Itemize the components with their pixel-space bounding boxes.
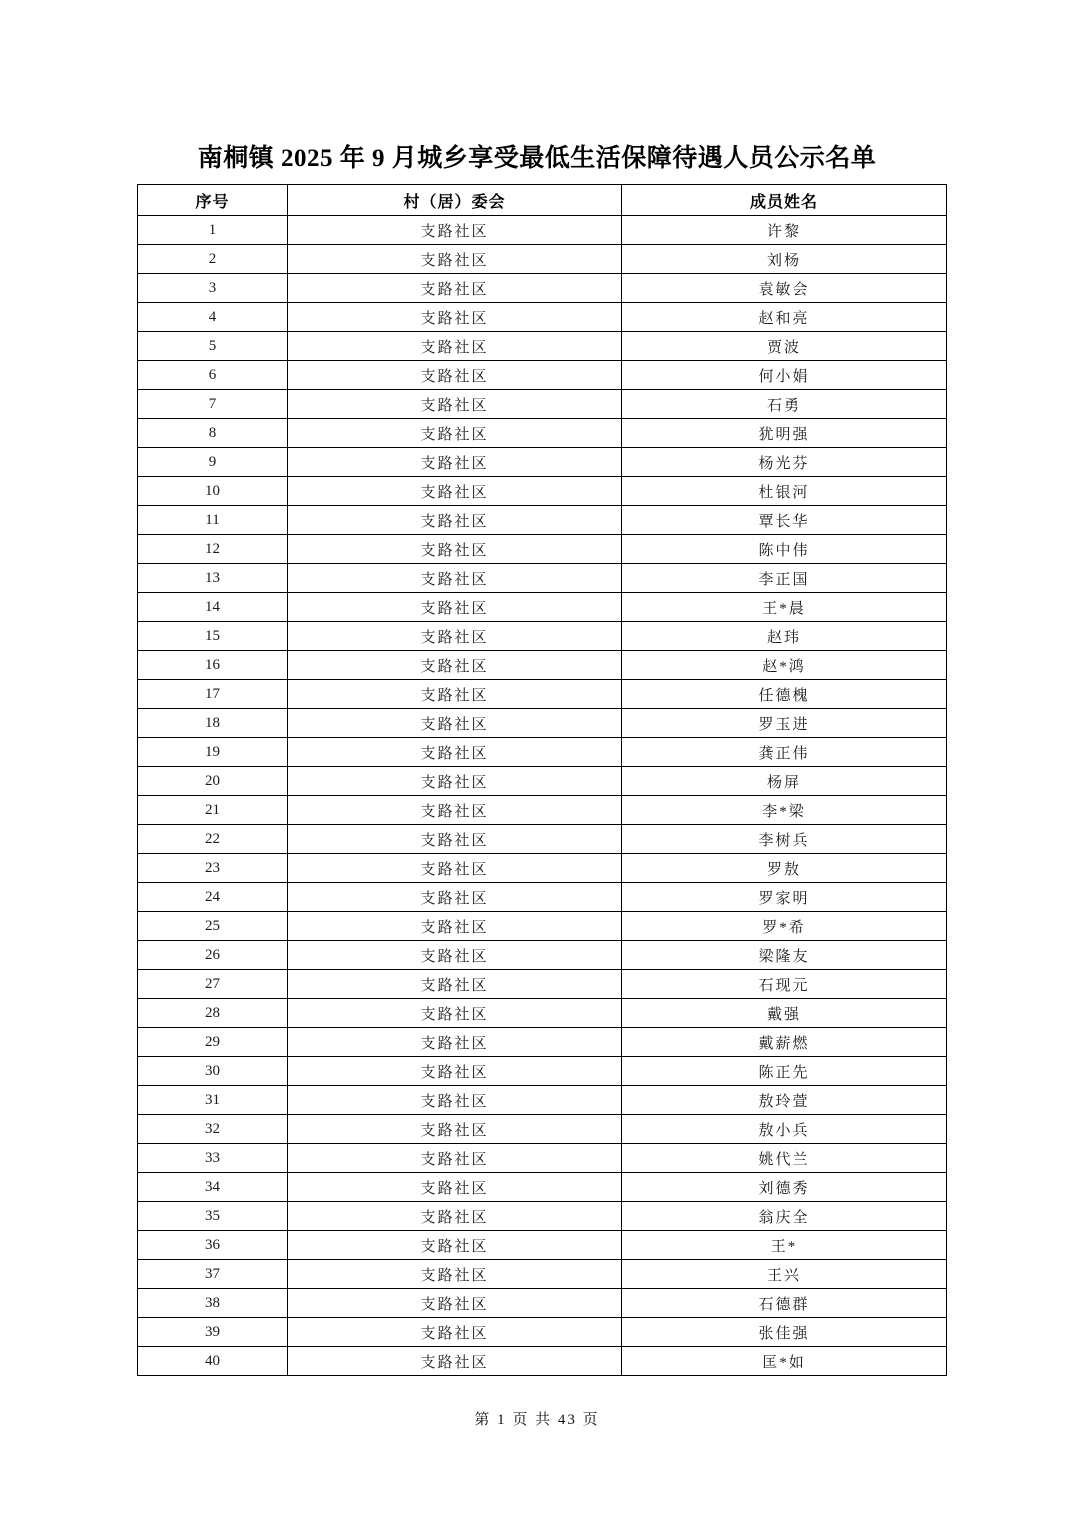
table-row [138, 854, 947, 883]
serial-number-cell: 19 [138, 738, 288, 767]
committee-cell: 支路社区 [288, 477, 622, 506]
table-row [138, 883, 947, 912]
member-name-cell: 张佳强 [622, 1318, 947, 1347]
committee-cell: 支路社区 [288, 245, 622, 274]
serial-number-cell: 8 [138, 419, 288, 448]
table-row [138, 361, 947, 390]
member-name-cell: 杨屏 [622, 767, 947, 796]
member-name-cell: 杨光芬 [622, 448, 947, 477]
table-row [138, 506, 947, 535]
table-row [138, 767, 947, 796]
member-name-cell: 何小娟 [622, 361, 947, 390]
member-name-cell: 袁敏会 [622, 274, 947, 303]
member-name-cell: 姚代兰 [622, 1144, 947, 1173]
header-member-name: 成员姓名 [622, 185, 947, 216]
committee-cell: 支路社区 [288, 1057, 622, 1086]
serial-number-cell: 17 [138, 680, 288, 709]
member-name-cell: 陈中伟 [622, 535, 947, 564]
member-name-cell: 李正国 [622, 564, 947, 593]
member-name-cell: 龚正伟 [622, 738, 947, 767]
committee-cell: 支路社区 [288, 622, 622, 651]
table-row [138, 1202, 947, 1231]
serial-number-cell: 18 [138, 709, 288, 738]
header-village-committee: 村（居）委会 [288, 185, 622, 216]
serial-number-cell: 37 [138, 1260, 288, 1289]
member-name-cell: 陈正先 [622, 1057, 947, 1086]
committee-cell: 支路社区 [288, 825, 622, 854]
table-row [138, 245, 947, 274]
serial-number-cell: 31 [138, 1086, 288, 1115]
committee-cell: 支路社区 [288, 796, 622, 825]
serial-number-cell: 34 [138, 1173, 288, 1202]
serial-number-cell: 13 [138, 564, 288, 593]
committee-cell: 支路社区 [288, 1173, 622, 1202]
table-row [138, 1028, 947, 1057]
table-row [138, 477, 947, 506]
committee-cell: 支路社区 [288, 274, 622, 303]
member-name-cell: 石勇 [622, 390, 947, 419]
member-name-cell: 石现元 [622, 970, 947, 999]
table-row [138, 1115, 947, 1144]
member-name-cell: 李树兵 [622, 825, 947, 854]
table-body [138, 216, 947, 1376]
committee-cell: 支路社区 [288, 361, 622, 390]
committee-cell: 支路社区 [288, 883, 622, 912]
table-row [138, 970, 947, 999]
serial-number-cell: 21 [138, 796, 288, 825]
table-row [138, 1057, 947, 1086]
committee-cell: 支路社区 [288, 1289, 622, 1318]
serial-number-cell: 11 [138, 506, 288, 535]
member-name-cell: 杜银河 [622, 477, 947, 506]
table-row [138, 1347, 947, 1376]
committee-cell: 支路社区 [288, 1318, 622, 1347]
member-name-cell: 赵和亮 [622, 303, 947, 332]
serial-number-cell: 32 [138, 1115, 288, 1144]
serial-number-cell: 16 [138, 651, 288, 680]
serial-number-cell: 6 [138, 361, 288, 390]
serial-number-cell: 26 [138, 941, 288, 970]
committee-cell: 支路社区 [288, 593, 622, 622]
table-row [138, 680, 947, 709]
page-title: 南桐镇 2025 年 9 月城乡享受最低生活保障待遇人员公示名单 [197, 145, 877, 172]
serial-number-cell: 14 [138, 593, 288, 622]
member-name-cell: 任德槐 [622, 680, 947, 709]
committee-cell: 支路社区 [288, 1144, 622, 1173]
table-row [138, 1173, 947, 1202]
committee-cell: 支路社区 [288, 709, 622, 738]
committee-cell: 支路社区 [288, 419, 622, 448]
committee-cell: 支路社区 [288, 680, 622, 709]
committee-cell: 支路社区 [288, 1028, 622, 1057]
committee-cell: 支路社区 [288, 1231, 622, 1260]
table-row [138, 622, 947, 651]
table-row [138, 796, 947, 825]
table-row [138, 303, 947, 332]
table-row [138, 1289, 947, 1318]
committee-cell: 支路社区 [288, 1260, 622, 1289]
table-row [138, 593, 947, 622]
table-row [138, 912, 947, 941]
serial-number-cell: 2 [138, 245, 288, 274]
member-name-cell: 李*梁 [622, 796, 947, 825]
serial-number-cell: 33 [138, 1144, 288, 1173]
member-name-cell: 梁隆友 [622, 941, 947, 970]
header-serial-number: 序号 [138, 185, 288, 216]
committee-cell: 支路社区 [288, 332, 622, 361]
committee-cell: 支路社区 [288, 999, 622, 1028]
member-name-cell: 刘德秀 [622, 1173, 947, 1202]
member-name-cell: 刘杨 [622, 245, 947, 274]
committee-cell: 支路社区 [288, 1347, 622, 1376]
committee-cell: 支路社区 [288, 1115, 622, 1144]
table-row [138, 419, 947, 448]
serial-number-cell: 3 [138, 274, 288, 303]
member-name-cell: 许黎 [622, 216, 947, 245]
serial-number-cell: 9 [138, 448, 288, 477]
committee-cell: 支路社区 [288, 564, 622, 593]
committee-cell: 支路社区 [288, 506, 622, 535]
member-name-cell: 王* [622, 1231, 947, 1260]
table-row [138, 448, 947, 477]
serial-number-cell: 1 [138, 216, 288, 245]
table-row [138, 1260, 947, 1289]
serial-number-cell: 38 [138, 1289, 288, 1318]
member-name-cell: 贾波 [622, 332, 947, 361]
committee-cell: 支路社区 [288, 854, 622, 883]
member-name-cell: 覃长华 [622, 506, 947, 535]
header-row [138, 185, 947, 216]
member-name-cell: 罗*希 [622, 912, 947, 941]
serial-number-cell: 24 [138, 883, 288, 912]
member-name-cell: 石德群 [622, 1289, 947, 1318]
serial-number-cell: 5 [138, 332, 288, 361]
table-row [138, 1144, 947, 1173]
table-row [138, 535, 947, 564]
committee-cell: 支路社区 [288, 912, 622, 941]
table-row [138, 825, 947, 854]
table-row [138, 216, 947, 245]
member-name-cell: 罗玉进 [622, 709, 947, 738]
member-name-cell: 王*晨 [622, 593, 947, 622]
table-row [138, 1231, 947, 1260]
member-name-cell: 罗家明 [622, 883, 947, 912]
serial-number-cell: 36 [138, 1231, 288, 1260]
table-header [138, 185, 947, 216]
table-row [138, 1318, 947, 1347]
table-row [138, 274, 947, 303]
member-name-cell: 犹明强 [622, 419, 947, 448]
serial-number-cell: 23 [138, 854, 288, 883]
serial-number-cell: 22 [138, 825, 288, 854]
table-row [138, 738, 947, 767]
table-row [138, 332, 947, 361]
table-row [138, 390, 947, 419]
member-name-cell: 戴薪燃 [622, 1028, 947, 1057]
committee-cell: 支路社区 [288, 970, 622, 999]
member-name-cell: 赵*鸿 [622, 651, 947, 680]
committee-cell: 支路社区 [288, 1086, 622, 1115]
member-name-cell: 匡*如 [622, 1347, 947, 1376]
serial-number-cell: 27 [138, 970, 288, 999]
committee-cell: 支路社区 [288, 535, 622, 564]
committee-cell: 支路社区 [288, 767, 622, 796]
serial-number-cell: 25 [138, 912, 288, 941]
serial-number-cell: 29 [138, 1028, 288, 1057]
member-name-cell: 赵玮 [622, 622, 947, 651]
committee-cell: 支路社区 [288, 738, 622, 767]
table-row [138, 999, 947, 1028]
table-row [138, 651, 947, 680]
benefits-roster-table [137, 184, 947, 1376]
member-name-cell: 敖玲萱 [622, 1086, 947, 1115]
serial-number-cell: 39 [138, 1318, 288, 1347]
member-name-cell: 敖小兵 [622, 1115, 947, 1144]
committee-cell: 支路社区 [288, 651, 622, 680]
serial-number-cell: 15 [138, 622, 288, 651]
table-row [138, 709, 947, 738]
committee-cell: 支路社区 [288, 390, 622, 419]
serial-number-cell: 7 [138, 390, 288, 419]
member-name-cell: 王兴 [622, 1260, 947, 1289]
serial-number-cell: 4 [138, 303, 288, 332]
serial-number-cell: 35 [138, 1202, 288, 1231]
member-name-cell: 罗敖 [622, 854, 947, 883]
table-row [138, 564, 947, 593]
serial-number-cell: 40 [138, 1347, 288, 1376]
committee-cell: 支路社区 [288, 303, 622, 332]
committee-cell: 支路社区 [288, 216, 622, 245]
page-footer: 第 1 页 共 43 页 [474, 1412, 600, 1428]
member-name-cell: 戴强 [622, 999, 947, 1028]
serial-number-cell: 12 [138, 535, 288, 564]
serial-number-cell: 10 [138, 477, 288, 506]
member-name-cell: 翁庆全 [622, 1202, 947, 1231]
serial-number-cell: 30 [138, 1057, 288, 1086]
committee-cell: 支路社区 [288, 941, 622, 970]
table-row [138, 1086, 947, 1115]
table-row [138, 941, 947, 970]
committee-cell: 支路社区 [288, 1202, 622, 1231]
committee-cell: 支路社区 [288, 448, 622, 477]
serial-number-cell: 20 [138, 767, 288, 796]
serial-number-cell: 28 [138, 999, 288, 1028]
